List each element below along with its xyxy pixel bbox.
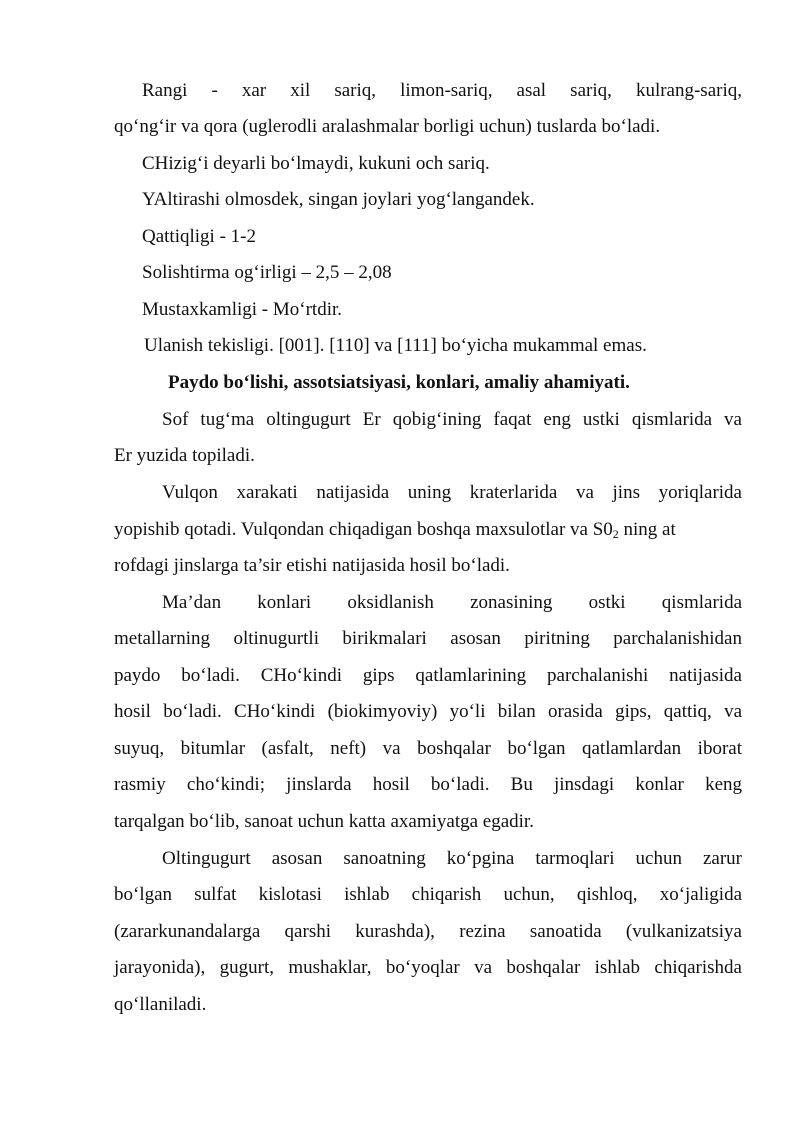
paragraph-3-line-5: suyuq, bitumlar (asfalt, neft) va boshqalar bo‘lgan qatlamlardan iborat xyxy=(114,738,742,759)
color-property-line-1: Rangi - xar xil sariq, limon-sariq, asal sariq, kulrang-sariq, xyxy=(142,80,742,101)
subscript-two: 2 xyxy=(612,527,619,541)
color-property-line-2: qo‘ng‘ir va qora (uglerodli aralashmalar borligi uchun) tuslarda bo‘ladi. xyxy=(114,116,661,137)
paragraph-3-line-6: rasmiy cho‘kindi; jinslarda hosil bo‘ladi. Bu jinsdagi konlar keng xyxy=(114,774,742,795)
paragraph-2-line-2-text-b: ning at xyxy=(618,519,676,540)
paragraph-4-line-5: qo‘llaniladi. xyxy=(114,994,207,1015)
paragraph-2-line-2-text-a: yopishib qotadi. Vulqondan chiqadigan boshqa maxsulotlar va S0 xyxy=(114,519,613,540)
paragraph-3-line-7: tarqalgan bo‘lib, sanoat uchun katta axamiyatga egadir. xyxy=(114,811,534,832)
paragraph-4-line-1: Oltingugurt asosan sanoatning ko‘pgina tarmoqlari uchun zarur xyxy=(162,848,742,869)
density-property: Solishtirma og‘irligi – 2,5 – 2,08 xyxy=(142,262,392,283)
paragraph-2-line-1: Vulqon xarakati natijasida uning kraterlarida va jins yoriqlarida xyxy=(162,482,742,503)
streak-property: CHizig‘i deyarli bo‘lmaydi, kukuni och sariq. xyxy=(142,153,490,174)
paragraph-4-line-4: jarayonida), gugurt, mushaklar, bo‘yoqlar va boshqalar ishlab chiqarishda xyxy=(114,957,742,978)
paragraph-3-line-3: paydo bo‘ladi. CHo‘kindi gips qatlamlarining parchalanishi natijasida xyxy=(114,665,742,686)
luster-property: YAltirashi olmosdek, singan joylari yog‘langandek. xyxy=(142,189,535,210)
cleavage-property: Ulanish tekisligi. [001]. [110] va [111] bo‘yicha mukammal emas. xyxy=(144,335,647,356)
paragraph-3-line-1: Ma’dan konlari oksidlanish zonasining ostki qismlarida xyxy=(162,592,742,613)
paragraph-1-line-2: Er yuzida topiladi. xyxy=(114,445,255,466)
paragraph-4-line-3: (zararkunandalarga qarshi kurashda), rezina sanoatida (vulkanizatsiya xyxy=(114,921,742,942)
paragraph-4-line-2: bo‘lgan sulfat kislotasi ishlab chiqarish uchun, qishloq, xo‘jaligida xyxy=(114,884,742,905)
paragraph-3-line-2: metallarning oltinugurtli birikmalari asosan piritning parchalanishidan xyxy=(114,628,742,649)
paragraph-2-line-3: rofdagi jinslarga ta’sir etishi natijasida hosil bo‘ladi. xyxy=(114,555,510,576)
paragraph-1-line-1: Sof tug‘ma oltingugurt Er qobig‘ining faqat eng ustki qismlarida va xyxy=(162,409,742,430)
section-heading: Paydo bo‘lishi, assotsiatsiyasi, konlari, amaliy ahamiyati. xyxy=(168,372,630,393)
tenacity-property: Mustaxkamligi - Mo‘rtdir. xyxy=(142,299,343,320)
paragraph-2-line-2 xyxy=(114,514,676,546)
paragraph-3-line-4: hosil bo‘ladi. CHo‘kindi (biokimyoviy) yo‘li bilan orasida gips, qattiq, va xyxy=(114,701,742,722)
hardness-property: Qattiqligi - 1-2 xyxy=(142,226,256,247)
